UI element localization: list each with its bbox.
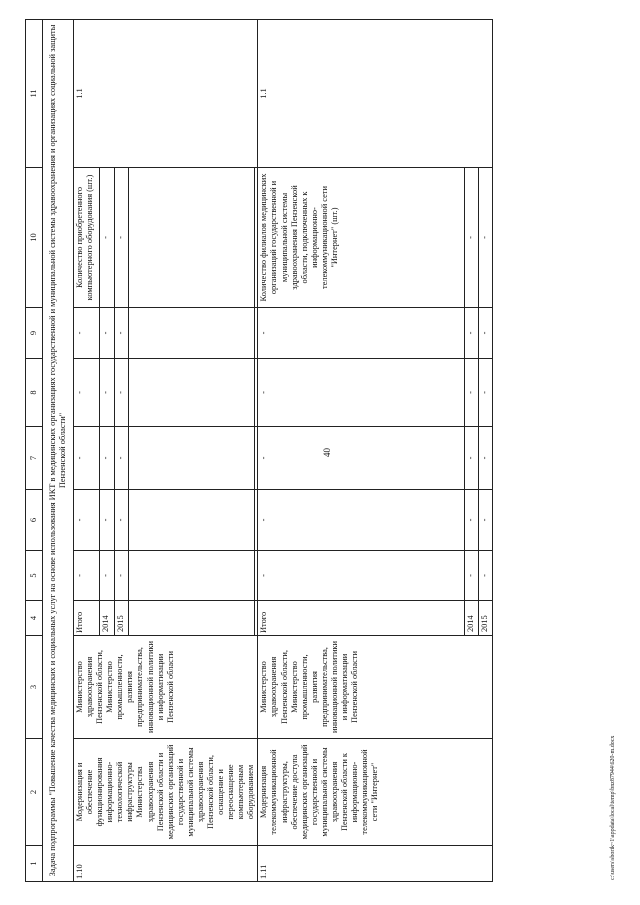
value-cell: - <box>465 359 479 427</box>
value-cell: - <box>114 359 129 427</box>
indicator-value: - <box>114 168 129 308</box>
year-cell: Итого <box>74 601 100 636</box>
value-cell: - <box>258 359 465 427</box>
value-cell: - <box>74 359 100 427</box>
column-header: 3 <box>26 636 43 739</box>
table-row <box>258 20 465 882</box>
program-table <box>25 19 493 882</box>
row-number: 1.11 <box>258 846 493 882</box>
row-number: 1.10 <box>74 846 258 882</box>
value-cell: - <box>479 551 493 601</box>
year-cell: Итого <box>258 601 465 636</box>
value-cell: - <box>465 490 479 551</box>
value-cell: - <box>258 551 465 601</box>
task-title: Задача подпрограммы "Повышение качества медицинских и социальных услуг на основе использования ИКТ в медицинских организациях государственной и муниципальной системы здравоохранения и организациях социальной защиты Пензенской области" <box>43 20 74 882</box>
executor: Министерство здравоохранения Пензенской области, Министерство промышленности, развития предпринимательства, инновационной политики и информатизации Пензенской области <box>74 636 258 739</box>
value-cell: - <box>100 308 115 359</box>
indicator-name: Количество филиалов медицинских организаций государственной и муниципальной системы здравоохранения Пензенской области, подключенных к информационно-телекоммуникационной сети "Интернет" (шт.) <box>258 168 465 308</box>
value-cell: - <box>114 490 129 551</box>
value-cell: - <box>74 427 100 490</box>
executor: Министерство здравоохранения Пензенской области, Министерство промышленности, развития предпринимательства, инновационной политики и информатизации Пензенской области <box>258 636 493 739</box>
value-cell: - <box>258 490 465 551</box>
indicator-value: - <box>479 168 493 308</box>
column-header: 8 <box>26 359 43 427</box>
indicator-ref: 1.1 <box>74 20 258 168</box>
value-cell: - <box>100 490 115 551</box>
column-header: 7 <box>26 427 43 490</box>
task-row <box>43 20 74 882</box>
footer-path: c:\users\sborik~1\appdata\local\temp\bnz87944\620-m.docx <box>610 735 616 880</box>
measure-name: Модернизация телекоммуникационной инфраструктуры, обеспечение доступа медицинских организаций государственной и муниципальной системы здравоохранения Пензенской области к информационно-телекоммуникационной сети "Интернет" <box>258 739 493 846</box>
column-header: 10 <box>26 168 43 308</box>
column-header: 5 <box>26 551 43 601</box>
column-header: 9 <box>26 308 43 359</box>
year-cell: 2015 <box>479 601 493 636</box>
indicator-value: - <box>465 168 479 308</box>
value-cell: - <box>100 359 115 427</box>
column-header: 6 <box>26 490 43 551</box>
table-row <box>74 20 100 882</box>
column-header: 11 <box>26 20 43 168</box>
value-cell: - <box>100 427 115 490</box>
indicator-value: - <box>100 168 115 308</box>
value-cell: - <box>479 359 493 427</box>
value-cell: - <box>74 551 100 601</box>
column-header: 2 <box>26 739 43 846</box>
indicator-name: Количество приобретенного компьютерного оборудования (шт.) <box>74 168 100 308</box>
indicator-ref: 1.1 <box>258 20 493 168</box>
value-cell: - <box>479 427 493 490</box>
value-cell: - <box>114 308 129 359</box>
value-cell: - <box>74 308 100 359</box>
value-cell: - <box>479 308 493 359</box>
year-cell: 2014 <box>100 601 115 636</box>
value-cell: - <box>465 427 479 490</box>
page-number: 40 <box>322 448 332 457</box>
value-cell: - <box>74 490 100 551</box>
value-cell: - <box>114 551 129 601</box>
value-cell: - <box>465 308 479 359</box>
value-cell: - <box>100 551 115 601</box>
value-cell: - <box>258 427 465 490</box>
column-header: 4 <box>26 601 43 636</box>
measure-name: Модернизация и обеспечение функционирования информационно-технологической инфраструктуры Министерства здравоохранения Пензенской области и медицинских организаций государственной и муниципальной системы здравоохранения Пензенской области, оснащение и переоснащение компьютерным оборудованием <box>74 739 258 846</box>
column-header: 1 <box>26 846 43 882</box>
value-cell: - <box>258 308 465 359</box>
value-cell: - <box>479 490 493 551</box>
year-cell: 2015 <box>114 601 129 636</box>
value-cell: - <box>465 551 479 601</box>
year-cell: 2014 <box>465 601 479 636</box>
column-number-row <box>26 20 43 882</box>
value-cell: - <box>114 427 129 490</box>
